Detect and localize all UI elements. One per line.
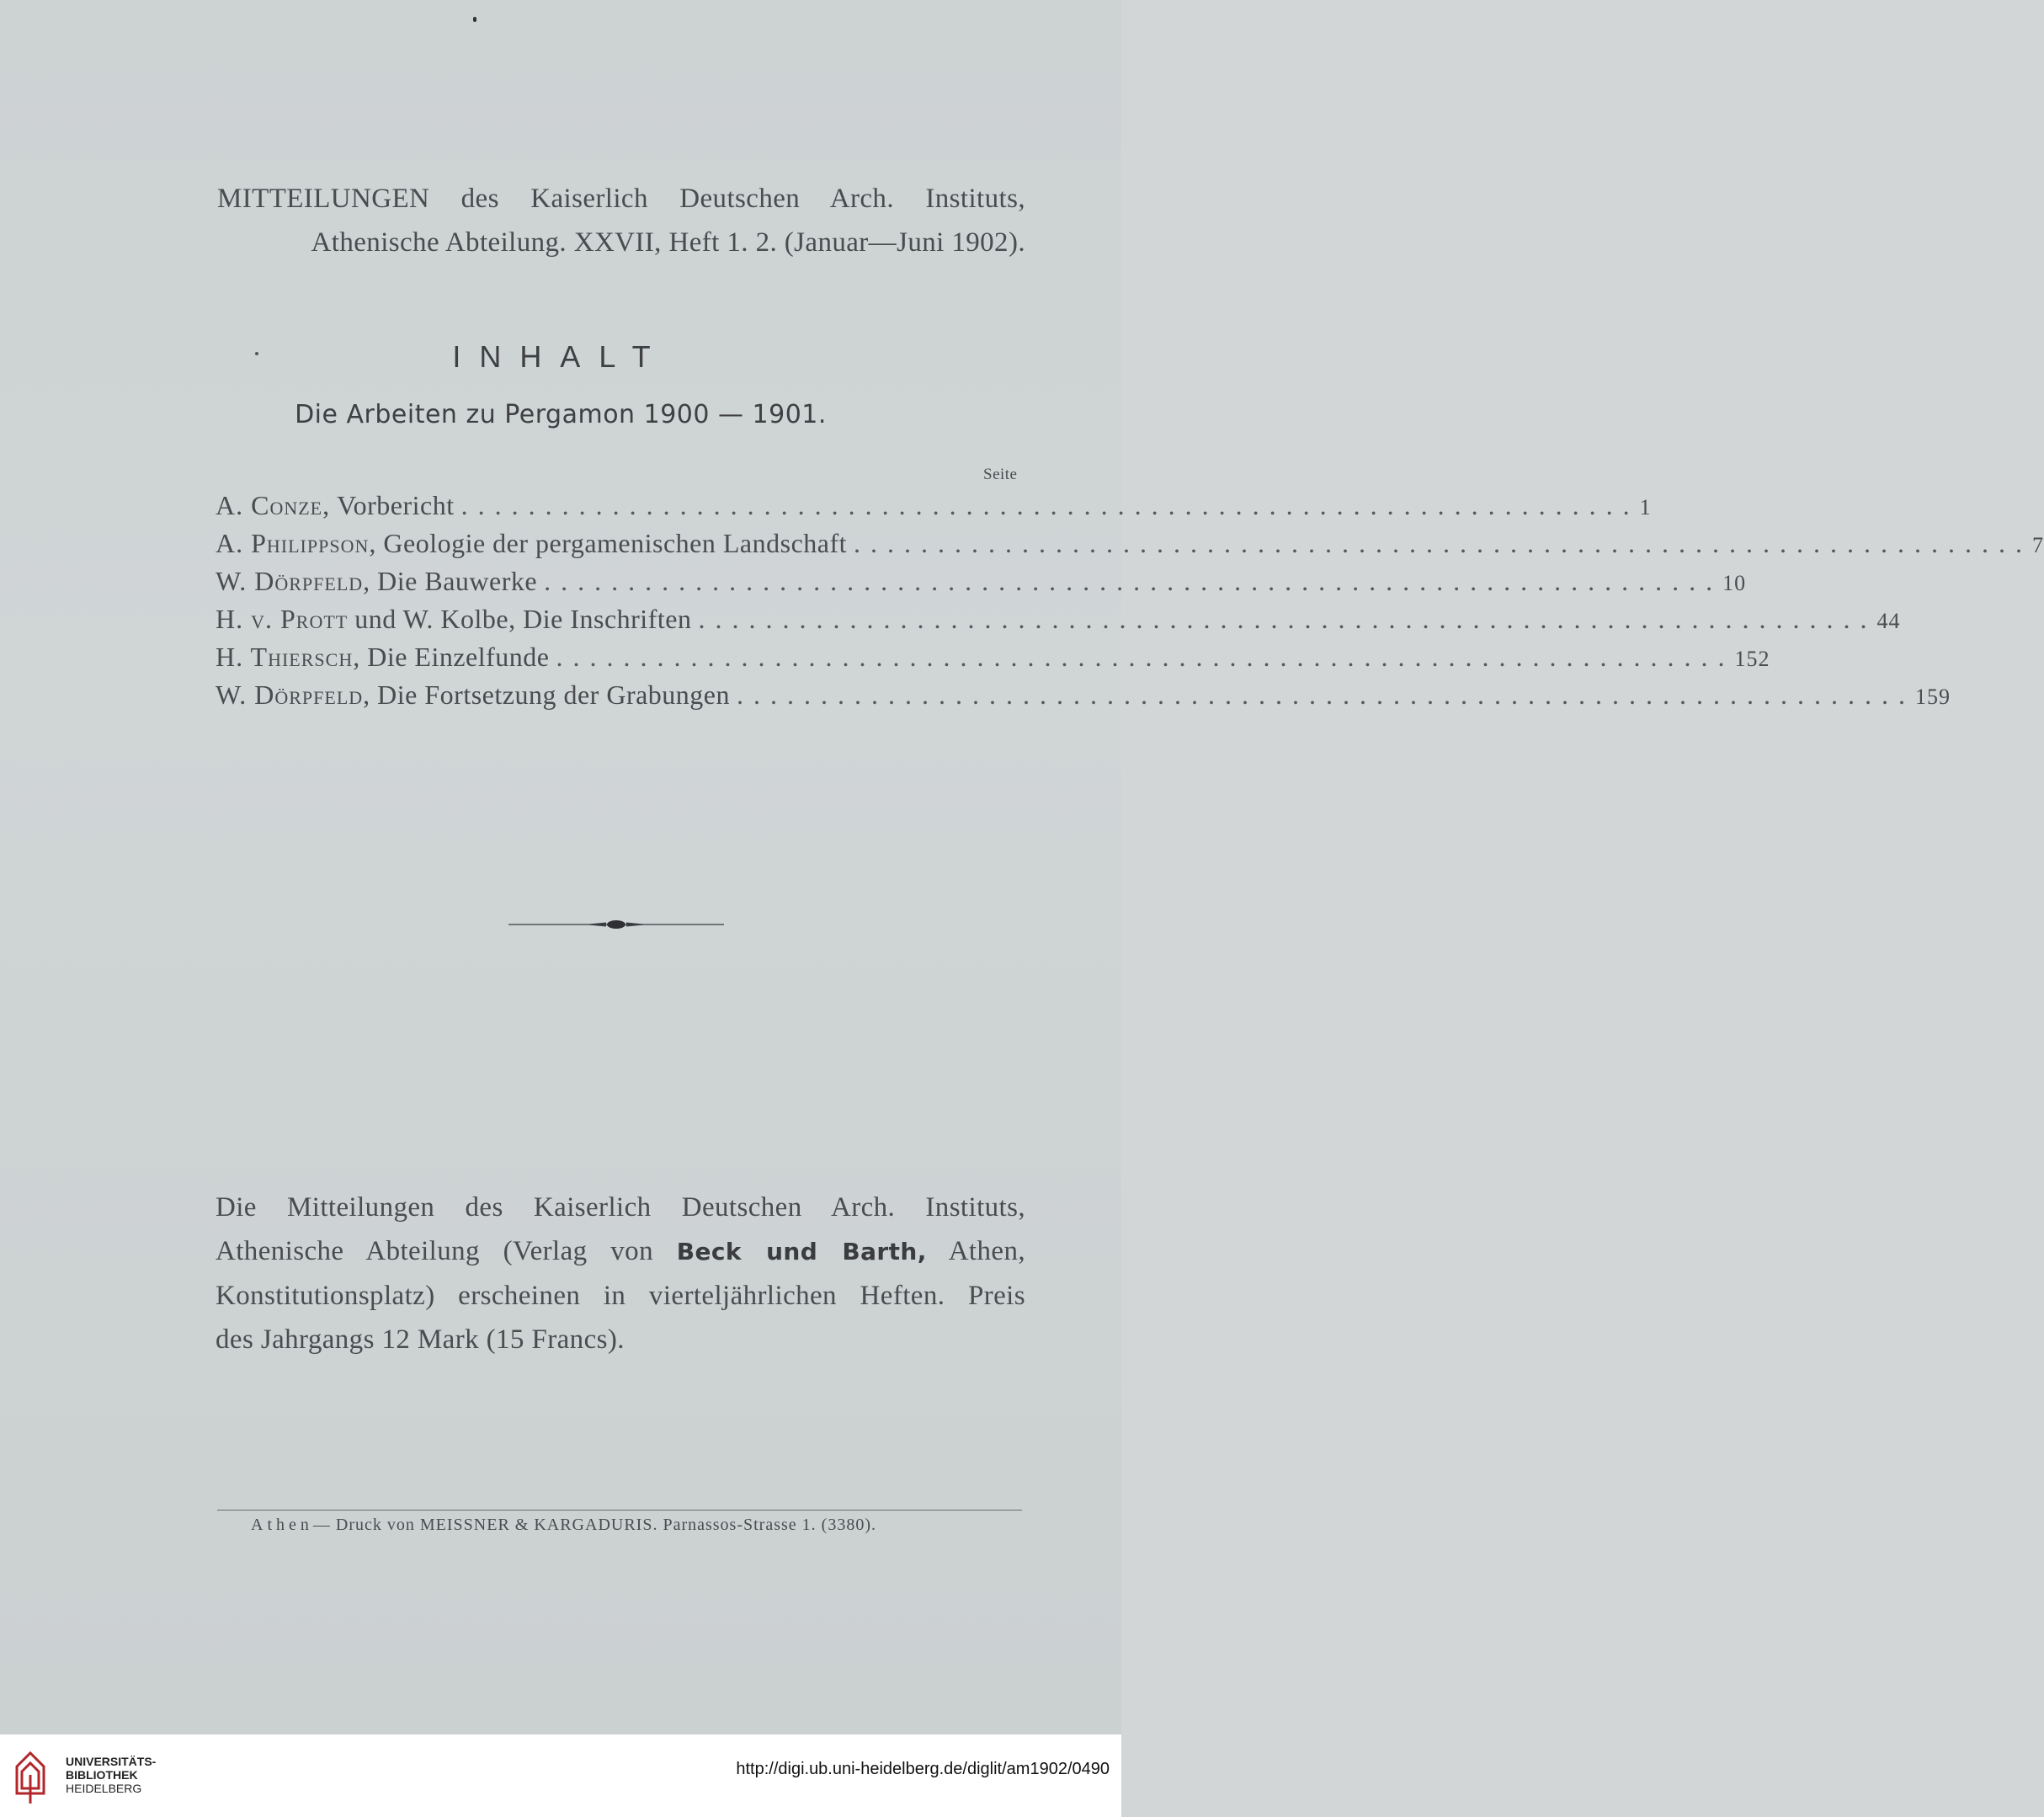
toc-entry bbox=[216, 528, 2044, 566]
toc-author: A. Conze, bbox=[216, 490, 331, 520]
toc-title: Geologie der pergamenischen Landschaft bbox=[383, 528, 848, 558]
toc-entry bbox=[216, 566, 1747, 604]
publication-note bbox=[216, 1186, 1025, 1361]
toc-entry bbox=[216, 604, 1901, 642]
library-name-line: UNIVERSITÄTS- bbox=[66, 1755, 157, 1768]
note-text: Athen, bbox=[926, 1236, 1025, 1266]
table-of-contents bbox=[216, 490, 2044, 717]
toc-author: H. v. Prott bbox=[216, 604, 349, 634]
toc-leader-dots: ...................................................................... bbox=[698, 604, 1877, 634]
library-name-line: HEIDELBERG bbox=[66, 1782, 142, 1795]
page-column-label: Seite bbox=[983, 466, 1018, 483]
toc-page-number: 10 bbox=[1722, 571, 1747, 595]
publication-note-line bbox=[216, 1229, 1025, 1274]
library-footer-bar bbox=[0, 1734, 1121, 1817]
toc-entry bbox=[216, 642, 1770, 679]
toc-author: H. Thiersch, bbox=[216, 642, 361, 672]
university-library-logo-icon bbox=[12, 1741, 52, 1810]
toc-leader-dots: ...................................................................... bbox=[544, 566, 1723, 596]
toc-title: und W. Kolbe, Die Inschriften bbox=[354, 604, 692, 634]
journal-header-line-1: MITTEILUNGEN des Kaiserlich Deutschen Arch. Instituts, bbox=[217, 184, 1025, 214]
library-name-line: BIBLIOTHEK bbox=[66, 1768, 138, 1782]
toc-entry bbox=[216, 679, 1951, 717]
publication-note-line: des Jahrgangs 12 Mark (15 Francs). bbox=[216, 1324, 625, 1355]
toc-page-number: 44 bbox=[1876, 609, 1901, 633]
imprint-city: Athen bbox=[251, 1516, 313, 1534]
ink-speck bbox=[473, 17, 476, 22]
journal-header-line-2: Athenische Abteilung. XXVII, Heft 1. 2. (Januar—Juni 1902). bbox=[311, 227, 1025, 258]
toc-entry bbox=[216, 490, 1652, 528]
permalink-url[interactable]: http://digi.ub.uni-heidelberg.de/diglit/am1902/0490 bbox=[736, 1760, 1110, 1778]
imprint-rule bbox=[217, 1510, 1022, 1511]
toc-page-number: 1 bbox=[1639, 495, 1652, 520]
toc-author: A. Philippson, bbox=[216, 528, 377, 558]
publication-note-line: Die Mitteilungen des Kaiserlich Deutschen Arch. Instituts, bbox=[216, 1192, 1025, 1223]
toc-page-number: 7 bbox=[2032, 533, 2044, 557]
library-name bbox=[66, 1755, 156, 1795]
note-text: Athenische Abteilung (Verlag von bbox=[216, 1236, 677, 1266]
publisher-name: Beck und Barth, bbox=[676, 1238, 927, 1266]
toc-author: W. Dörpfeld, bbox=[216, 679, 371, 710]
toc-title: Die Bauwerke bbox=[377, 566, 538, 596]
publication-note-line: Konstitutionsplatz) erscheinen in vierteljährlichen Heften. Preis bbox=[216, 1281, 1025, 1311]
toc-leader-dots: ...................................................................... bbox=[556, 642, 1735, 672]
ornamental-divider-icon bbox=[508, 918, 724, 931]
toc-title: Die Einzelfunde bbox=[367, 642, 550, 672]
printer-imprint bbox=[251, 1516, 876, 1535]
toc-page-number: 159 bbox=[1915, 685, 1951, 709]
toc-title: Die Fortsetzung der Grabungen bbox=[377, 679, 730, 710]
toc-leader-dots: ...................................................................... bbox=[854, 528, 2033, 558]
toc-page-number: 152 bbox=[1734, 647, 1770, 671]
imprint-text: — Druck von MEISSNER & KARGADURIS. Parnassos-Strasse 1. (3380). bbox=[312, 1516, 876, 1534]
toc-leader-dots: ...................................................................... bbox=[737, 679, 1915, 710]
toc-title: Vorbericht bbox=[337, 490, 455, 520]
toc-author: W. Dörpfeld, bbox=[216, 566, 371, 596]
contents-heading: INHALT bbox=[452, 339, 669, 374]
contents-subtitle: Die Arbeiten zu Pergamon 1900 — 1901. bbox=[295, 400, 827, 429]
toc-leader-dots: ...................................................................... bbox=[460, 490, 1640, 520]
